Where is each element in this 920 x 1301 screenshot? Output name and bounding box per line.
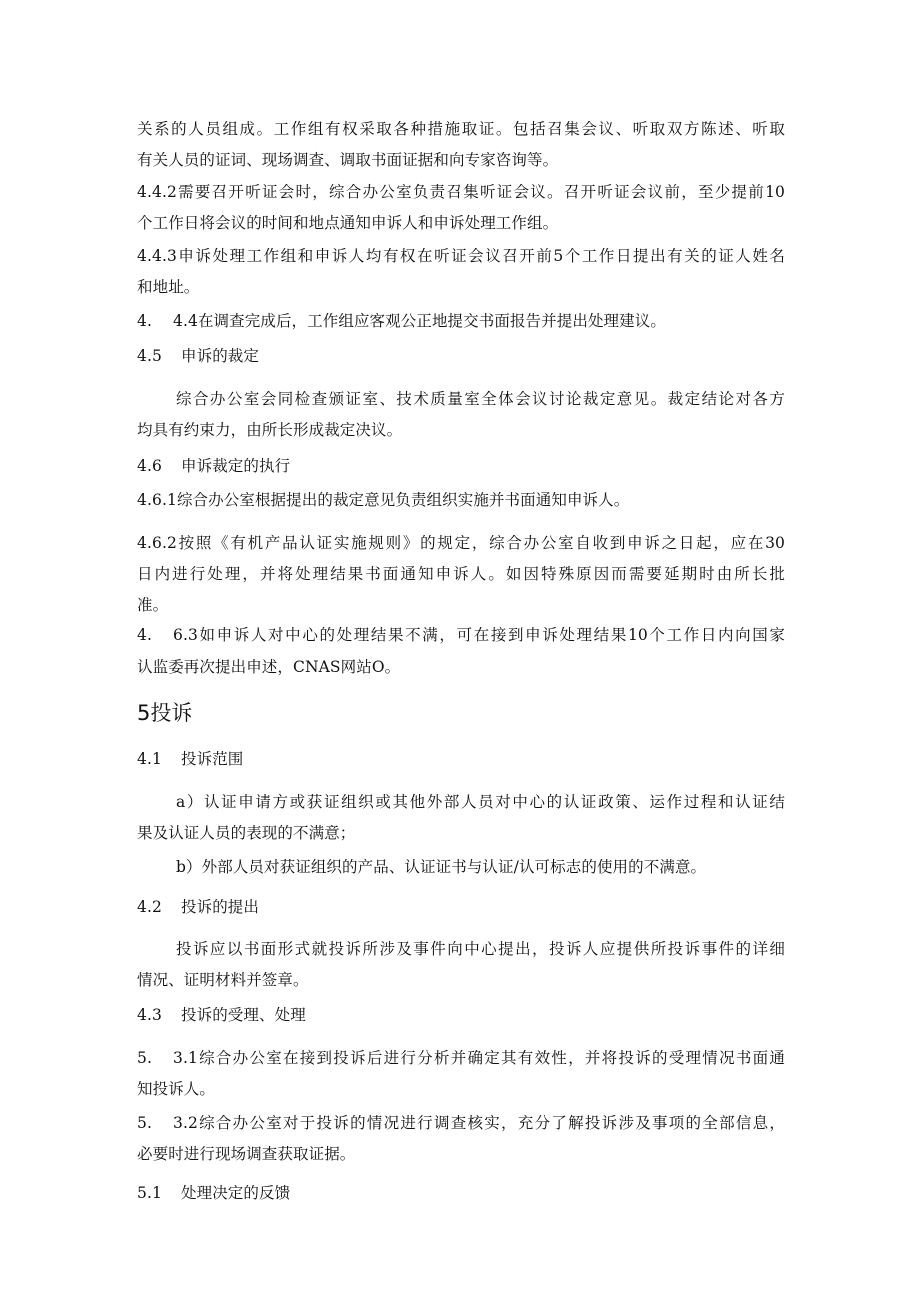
paragraph-line: 知投诉人。 bbox=[137, 1080, 216, 1098]
paragraph-line: 认监委再次提出申述，CNAS网站O。 bbox=[137, 658, 401, 676]
section-number: 5.1 bbox=[137, 1184, 162, 1202]
section-number: 4.1 bbox=[137, 750, 162, 768]
section-number: 4.5 bbox=[137, 347, 162, 365]
section-number: 4.2 bbox=[137, 898, 162, 916]
section-heading-5-1 bbox=[137, 1182, 290, 1204]
paragraph-line bbox=[137, 1047, 785, 1069]
item-text: 4.4在调查完成后，工作组应客观公正地提交书面报告并提出处理建议。 bbox=[173, 312, 666, 330]
section-heading-4-2 bbox=[137, 896, 259, 918]
section-heading-4-6 bbox=[137, 455, 290, 477]
section-number: 4.3 bbox=[137, 1006, 162, 1024]
item-number: 4. bbox=[137, 312, 152, 330]
paragraph-line: a）认证申请方或获证组织或其他外部人员对中心的认证政策、运作过程和认证结 bbox=[176, 793, 785, 811]
section-title: 投诉范围 bbox=[181, 750, 244, 768]
item-number: 5. bbox=[137, 1114, 152, 1132]
chapter-heading-5: 5投诉 bbox=[137, 701, 193, 725]
paragraph-line: 均具有约束力，由所长形成裁定决议。 bbox=[137, 421, 403, 439]
paragraph-line: 准。 bbox=[137, 596, 169, 614]
paragraph-line bbox=[137, 310, 666, 332]
item-text: 6.3如申诉人对中心的处理结果不满，可在接到申诉处理结果10个工作日内向国家 bbox=[173, 626, 785, 644]
section-title: 处理决定的反馈 bbox=[181, 1184, 291, 1202]
item-text: 3.1综合办公室在接到投诉后进行分析并确定其有效性，并将投诉的受理情况书面通 bbox=[173, 1049, 785, 1067]
paragraph-line: 必要时进行现场调查获取证据。 bbox=[137, 1145, 356, 1163]
section-number: 4.6 bbox=[137, 457, 162, 475]
paragraph-line: 4.4.2需要召开听证会时，综合办公室负责召集听证会议。召开听证会议前，至少提前10 bbox=[137, 183, 785, 201]
paragraph-line: 4.6.1综合办公室根据提出的裁定意见负责组织实施并书面通知申诉人。 bbox=[137, 491, 630, 509]
item-number: 5. bbox=[137, 1049, 152, 1067]
paragraph-line bbox=[137, 1112, 785, 1134]
section-title: 投诉的提出 bbox=[181, 898, 260, 916]
paragraph-line: 和地址。 bbox=[137, 278, 200, 296]
section-heading-4-3 bbox=[137, 1004, 306, 1026]
paragraph-line: 有关人员的证词、现场调查、调取书面证据和向专家咨询等。 bbox=[137, 151, 559, 169]
paragraph-line: 投诉应以书面形式就投诉所涉及事件向中心提出，投诉人应提供所投诉事件的详细 bbox=[176, 940, 785, 958]
section-title: 申诉的裁定 bbox=[181, 347, 260, 365]
paragraph-line: b）外部人员对获证组织的产品、认证证书与认证/认可标志的使用的不满意。 bbox=[176, 858, 707, 876]
paragraph-line: 情况、证明材料并签章。 bbox=[137, 971, 309, 989]
paragraph-line: 个工作日将会议的时间和地点通知申诉人和申诉处理工作组。 bbox=[137, 214, 559, 232]
item-number: 4. bbox=[137, 626, 152, 644]
paragraph-line: 4.4.3申诉处理工作组和申诉人均有权在听证会议召开前5个工作日提出有关的证人姓名 bbox=[137, 247, 785, 265]
paragraph-line: 日内进行处理，并将处理结果书面通知申诉人。如因特殊原因而需要延期时由所长批 bbox=[137, 565, 785, 583]
paragraph-line: 果及认证人员的表现的不满意； bbox=[137, 824, 356, 842]
paragraph-line: 4.6.2按照《有机产品认证实施规则》的规定，综合办公室自收到申诉之日起，应在30 bbox=[137, 534, 785, 552]
paragraph-line: 关系的人员组成。工作组有权采取各种措施取证。包括召集会议、听取双方陈述、听取 bbox=[137, 120, 785, 138]
item-text: 3.2综合办公室对于投诉的情况进行调查核实，充分了解投诉涉及事项的全部信息， bbox=[173, 1114, 785, 1132]
section-heading-4-5 bbox=[137, 345, 259, 367]
paragraph-line: 综合办公室会同检查颁证室、技术质量室全体会议讨论裁定意见。裁定结论对各方 bbox=[176, 390, 785, 408]
paragraph-line bbox=[137, 624, 785, 646]
section-heading-4-1 bbox=[137, 748, 243, 770]
section-title: 投诉的受理、处理 bbox=[181, 1006, 306, 1024]
section-title: 申诉裁定的执行 bbox=[181, 457, 291, 475]
